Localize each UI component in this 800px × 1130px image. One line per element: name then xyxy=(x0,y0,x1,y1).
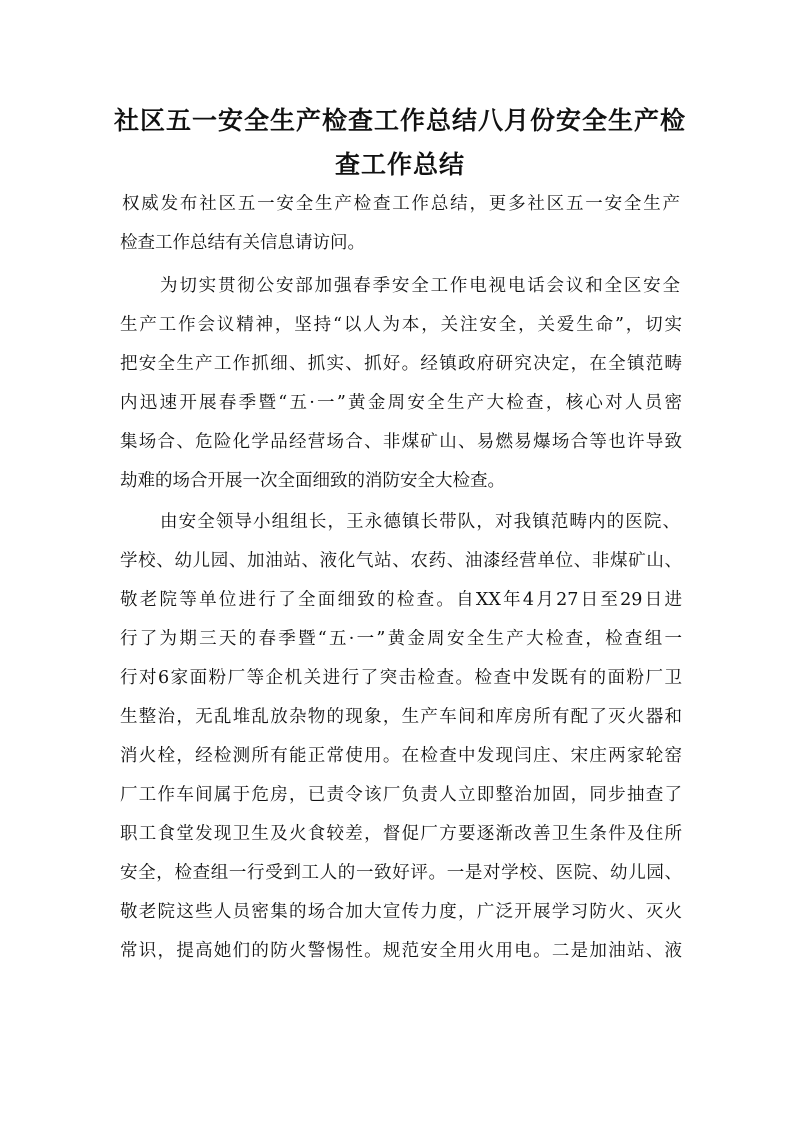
paragraph2-line-7: 消火栓，经检测所有能正常使用。在检查中发现闫庄、宋庄两家轮窑 xyxy=(120,746,682,766)
paragraph1-line-4: 内迅速开展春季暨“五·一”黄金周安全生产大检查，核心对人员密 xyxy=(120,393,682,413)
document-title-line-1: 社区五一安全生产检查工作总结八月份安全生产检 xyxy=(113,106,686,135)
paragraph2-line-3: 敬老院等单位进行了全面细致的检查。自XX年4月27日至29日进 xyxy=(120,590,682,610)
paragraph1-line-5: 集场合、危险化学品经营场合、非煤矿山、易燃易爆场合等也许导致 xyxy=(120,432,682,452)
paragraph2-line-11: 敬老院这些人员密集的场合加大宣传力度，广泛开展学习防火、灭火 xyxy=(120,902,682,922)
paragraph2-line-8: 厂工作车间属于危房，已责令该厂负责人立即整治加固，同步抽查了 xyxy=(120,785,682,805)
paragraph1-line-1: 为切实贯彻公安部加强春季安全工作电视电话会议和全区安全 xyxy=(160,276,680,296)
paragraph1-line-6: 劫难的场合开展一次全面细致的消防安全大检查。 xyxy=(120,471,505,491)
intro-line-2: 检查工作总结有关信息请访问。 xyxy=(120,233,365,253)
paragraph2-line-2: 学校、幼儿园、加油站、液化气站、农药、油漆经营单位、非煤矿山、 xyxy=(120,551,682,571)
intro-line-1: 权威发布社区五一安全生产检查工作总结，更多社区五一安全生产 xyxy=(122,194,680,214)
paragraph2-line-12: 常识，提高她们的防火警惕性。规范安全用火用电。二是加油站、液 xyxy=(120,941,682,961)
document-title-line-2: 查工作总结 xyxy=(334,150,465,179)
paragraph2-line-10: 安全，检查组一行受到工人的一致好评。一是对学校、医院、幼儿园、 xyxy=(120,863,682,883)
paragraph1-line-3: 把安全生产工作抓细、抓实、抓好。经镇政府研究决定，在全镇范畴 xyxy=(120,354,682,374)
paragraph2-line-4: 行了为期三天的春季暨“五·一”黄金周安全生产大检查，检查组一 xyxy=(120,629,682,649)
paragraph2-line-9: 职工食堂发现卫生及火食较差，督促厂方要逐渐改善卫生条件及住所 xyxy=(120,824,682,844)
paragraph1-line-2: 生产工作会议精神，坚持“以人为本，关注安全，关爱生命”，切实 xyxy=(120,315,682,335)
paragraph2-line-1: 由安全领导小组组长，王永德镇长带队，对我镇范畴内的医院、 xyxy=(160,512,680,532)
paragraph2-line-6: 生整治，无乱堆乱放杂物的现象，生产车间和库房所有配了灭火器和 xyxy=(120,707,682,727)
paragraph2-line-5: 行对6家面粉厂等企机关进行了突击检查。检查中发既有的面粉厂卫 xyxy=(120,668,682,688)
